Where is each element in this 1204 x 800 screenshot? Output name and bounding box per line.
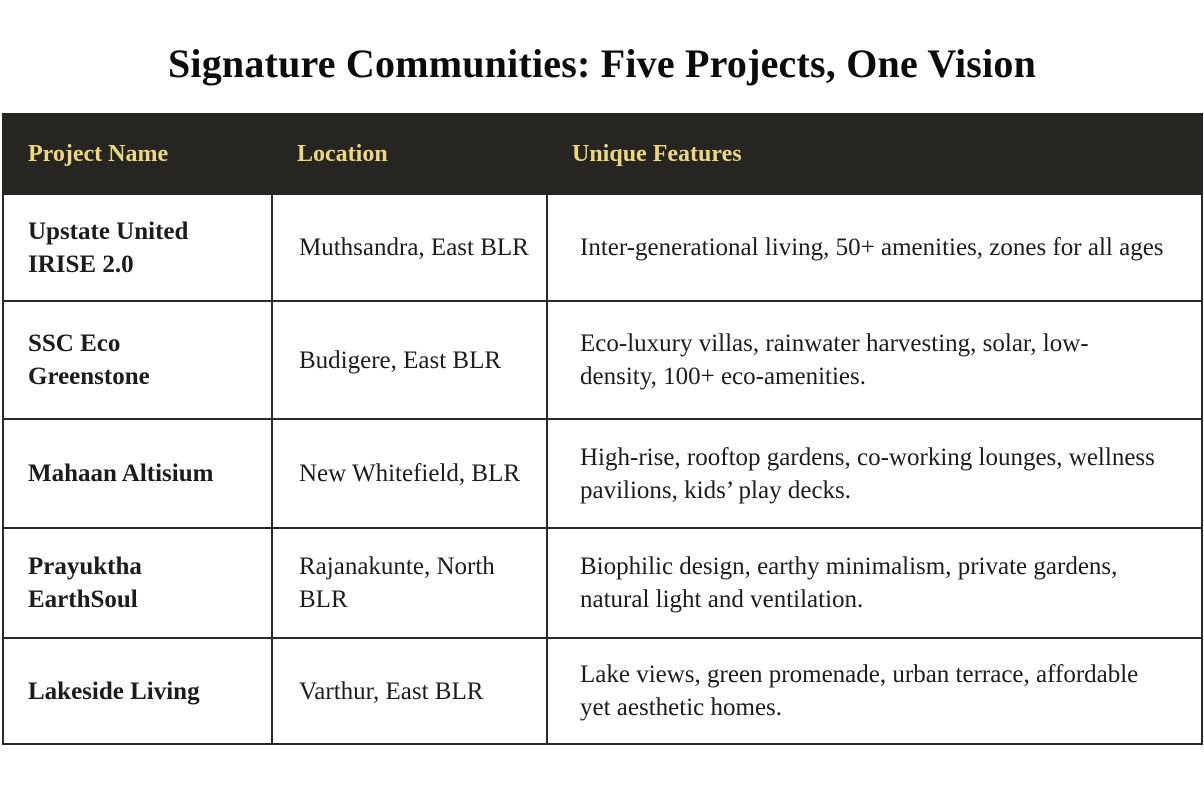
location-cell: Varthur, East BLR xyxy=(272,638,547,744)
project-name-cell: Upstate United IRISE 2.0 xyxy=(3,194,272,301)
column-header-location: Location xyxy=(272,114,547,194)
table-row xyxy=(3,419,1202,528)
project-name-cell: Prayuktha EarthSoul xyxy=(3,528,272,638)
table-row xyxy=(3,194,1202,301)
features-cell: Inter-generational living, 50+ amenities, zones for all ages xyxy=(547,194,1202,301)
table-header-row xyxy=(3,114,1202,194)
project-name-cell: Mahaan Altisium xyxy=(3,419,272,528)
features-cell: Eco-luxury villas, rainwater harvesting, solar, low-density, 100+ eco-amenities. xyxy=(547,301,1202,419)
table-row xyxy=(3,638,1202,744)
project-name-cell: Lakeside Living xyxy=(3,638,272,744)
features-cell: High-rise, rooftop gardens, co-working lounges, wellness pavilions, kids’ play decks. xyxy=(547,419,1202,528)
location-cell: Muthsandra, East BLR xyxy=(272,194,547,301)
table-row xyxy=(3,301,1202,419)
project-name-cell: SSC Eco Greenstone xyxy=(3,301,272,419)
location-cell: Budigere, East BLR xyxy=(272,301,547,419)
table-row xyxy=(3,528,1202,638)
page-title: Signature Communities: Five Projects, One Vision xyxy=(167,41,1037,86)
column-header-unique-features: Unique Features xyxy=(547,114,1202,194)
location-cell: Rajanakunte, North BLR xyxy=(272,528,547,638)
features-cell: Biophilic design, earthy minimalism, private gardens, natural light and ventilation. xyxy=(547,528,1202,638)
location-cell: New Whitefield, BLR xyxy=(272,419,547,528)
projects-table xyxy=(2,113,1203,745)
features-cell: Lake views, green promenade, urban terrace, affordable yet aesthetic homes. xyxy=(547,638,1202,744)
column-header-project-name: Project Name xyxy=(3,114,272,194)
